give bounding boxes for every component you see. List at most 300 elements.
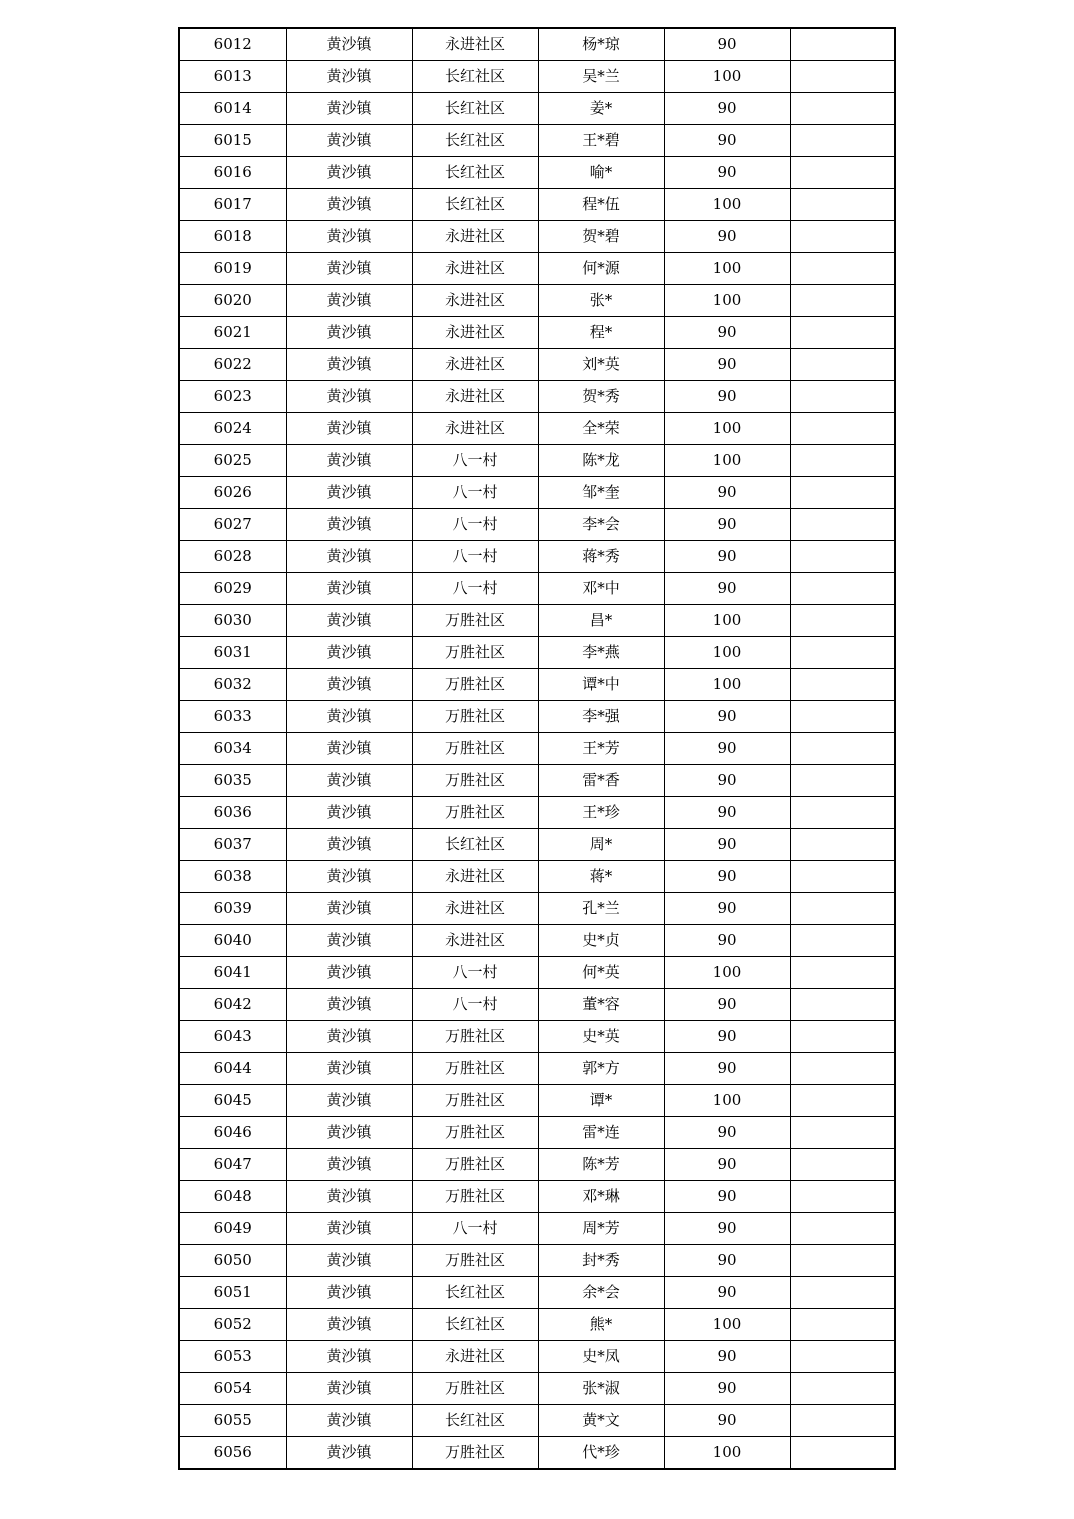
amount-cell: 100 [664, 445, 790, 477]
community-cell: 万胜社区 [412, 1373, 538, 1405]
community-cell: 永进社区 [412, 349, 538, 381]
amount-cell: 90 [664, 509, 790, 541]
town-cell: 黄沙镇 [286, 637, 412, 669]
amount-cell: 90 [664, 317, 790, 349]
community-cell: 永进社区 [412, 285, 538, 317]
amount-cell: 90 [664, 28, 790, 61]
community-cell: 万胜社区 [412, 765, 538, 797]
remark-cell [790, 477, 895, 509]
table-row [179, 157, 895, 189]
serial-number-cell: 6028 [179, 541, 286, 573]
remark-cell [790, 541, 895, 573]
town-cell: 黄沙镇 [286, 1373, 412, 1405]
remark-cell [790, 829, 895, 861]
name-cell: 蒋* [538, 861, 664, 893]
serial-number-cell: 6053 [179, 1341, 286, 1373]
serial-number-cell: 6035 [179, 765, 286, 797]
name-cell: 王*芳 [538, 733, 664, 765]
table-row [179, 1149, 895, 1181]
name-cell: 全*荣 [538, 413, 664, 445]
community-cell: 永进社区 [412, 893, 538, 925]
town-cell: 黄沙镇 [286, 28, 412, 61]
amount-cell: 90 [664, 541, 790, 573]
serial-number-cell: 6048 [179, 1181, 286, 1213]
remark-cell [790, 701, 895, 733]
serial-number-cell: 6019 [179, 253, 286, 285]
serial-number-cell: 6036 [179, 797, 286, 829]
name-cell: 邹*奎 [538, 477, 664, 509]
remark-cell [790, 1309, 895, 1341]
table-row [179, 381, 895, 413]
serial-number-cell: 6018 [179, 221, 286, 253]
remark-cell [790, 413, 895, 445]
town-cell: 黄沙镇 [286, 381, 412, 413]
community-cell: 八一村 [412, 573, 538, 605]
table-row [179, 701, 895, 733]
town-cell: 黄沙镇 [286, 669, 412, 701]
table-row [179, 28, 895, 61]
town-cell: 黄沙镇 [286, 1085, 412, 1117]
community-cell: 永进社区 [412, 253, 538, 285]
remark-cell [790, 925, 895, 957]
name-cell: 李*燕 [538, 637, 664, 669]
remark-cell [790, 797, 895, 829]
community-cell: 万胜社区 [412, 1117, 538, 1149]
town-cell: 黄沙镇 [286, 605, 412, 637]
name-cell: 何*源 [538, 253, 664, 285]
remark-cell [790, 381, 895, 413]
table-row [179, 125, 895, 157]
table-row [179, 829, 895, 861]
serial-number-cell: 6050 [179, 1245, 286, 1277]
serial-number-cell: 6040 [179, 925, 286, 957]
amount-cell: 90 [664, 829, 790, 861]
amount-cell: 90 [664, 861, 790, 893]
town-cell: 黄沙镇 [286, 477, 412, 509]
community-cell: 八一村 [412, 477, 538, 509]
remark-cell [790, 317, 895, 349]
name-cell: 黄*文 [538, 1405, 664, 1437]
table-row [179, 189, 895, 221]
table-row [179, 253, 895, 285]
amount-cell: 90 [664, 93, 790, 125]
town-cell: 黄沙镇 [286, 1245, 412, 1277]
remark-cell [790, 253, 895, 285]
town-cell: 黄沙镇 [286, 509, 412, 541]
serial-number-cell: 6029 [179, 573, 286, 605]
community-cell: 八一村 [412, 989, 538, 1021]
name-cell: 王*珍 [538, 797, 664, 829]
community-cell: 永进社区 [412, 413, 538, 445]
town-cell: 黄沙镇 [286, 1277, 412, 1309]
table-row [179, 413, 895, 445]
table-row [179, 221, 895, 253]
name-cell: 熊* [538, 1309, 664, 1341]
community-cell: 永进社区 [412, 381, 538, 413]
serial-number-cell: 6021 [179, 317, 286, 349]
town-cell: 黄沙镇 [286, 61, 412, 93]
name-cell: 雷*连 [538, 1117, 664, 1149]
serial-number-cell: 6051 [179, 1277, 286, 1309]
community-cell: 长红社区 [412, 1309, 538, 1341]
remark-cell [790, 1405, 895, 1437]
name-cell: 蒋*秀 [538, 541, 664, 573]
town-cell: 黄沙镇 [286, 797, 412, 829]
town-cell: 黄沙镇 [286, 157, 412, 189]
remark-cell [790, 765, 895, 797]
name-cell: 刘*英 [538, 349, 664, 381]
community-cell: 八一村 [412, 541, 538, 573]
town-cell: 黄沙镇 [286, 1149, 412, 1181]
amount-cell: 90 [664, 925, 790, 957]
amount-cell: 100 [664, 253, 790, 285]
name-cell: 谭*中 [538, 669, 664, 701]
table-row [179, 1213, 895, 1245]
community-cell: 永进社区 [412, 1341, 538, 1373]
name-cell: 杨*琼 [538, 28, 664, 61]
town-cell: 黄沙镇 [286, 1053, 412, 1085]
town-cell: 黄沙镇 [286, 1405, 412, 1437]
serial-number-cell: 6020 [179, 285, 286, 317]
remark-cell [790, 637, 895, 669]
amount-cell: 100 [664, 637, 790, 669]
table-row [179, 1277, 895, 1309]
amount-cell: 90 [664, 477, 790, 509]
community-cell: 万胜社区 [412, 701, 538, 733]
table-row [179, 1117, 895, 1149]
table-row [179, 605, 895, 637]
amount-cell: 90 [664, 1021, 790, 1053]
community-cell: 万胜社区 [412, 1085, 538, 1117]
serial-number-cell: 6049 [179, 1213, 286, 1245]
name-cell: 邓*中 [538, 573, 664, 605]
table-row [179, 349, 895, 381]
serial-number-cell: 6045 [179, 1085, 286, 1117]
name-cell: 李*强 [538, 701, 664, 733]
community-cell: 万胜社区 [412, 733, 538, 765]
town-cell: 黄沙镇 [286, 285, 412, 317]
community-cell: 万胜社区 [412, 1053, 538, 1085]
serial-number-cell: 6024 [179, 413, 286, 445]
serial-number-cell: 6032 [179, 669, 286, 701]
community-cell: 长红社区 [412, 61, 538, 93]
community-cell: 万胜社区 [412, 637, 538, 669]
town-cell: 黄沙镇 [286, 125, 412, 157]
table-row [179, 1085, 895, 1117]
amount-cell: 100 [664, 1437, 790, 1470]
town-cell: 黄沙镇 [286, 189, 412, 221]
town-cell: 黄沙镇 [286, 1117, 412, 1149]
serial-number-cell: 6043 [179, 1021, 286, 1053]
town-cell: 黄沙镇 [286, 1309, 412, 1341]
serial-number-cell: 6015 [179, 125, 286, 157]
town-cell: 黄沙镇 [286, 445, 412, 477]
community-cell: 长红社区 [412, 1277, 538, 1309]
amount-cell: 90 [664, 573, 790, 605]
community-cell: 永进社区 [412, 317, 538, 349]
table-row [179, 925, 895, 957]
amount-cell: 100 [664, 957, 790, 989]
name-cell: 史*英 [538, 1021, 664, 1053]
remark-cell [790, 189, 895, 221]
remark-cell [790, 1085, 895, 1117]
name-cell: 吴*兰 [538, 61, 664, 93]
amount-cell: 100 [664, 605, 790, 637]
remark-cell [790, 1245, 895, 1277]
remark-cell [790, 1181, 895, 1213]
table-row [179, 445, 895, 477]
table-row [179, 765, 895, 797]
table-row [179, 1373, 895, 1405]
remark-cell [790, 445, 895, 477]
town-cell: 黄沙镇 [286, 957, 412, 989]
table-row [179, 1341, 895, 1373]
amount-cell: 100 [664, 669, 790, 701]
name-cell: 余*会 [538, 1277, 664, 1309]
name-cell: 王*碧 [538, 125, 664, 157]
name-cell: 张*淑 [538, 1373, 664, 1405]
town-cell: 黄沙镇 [286, 317, 412, 349]
name-cell: 周* [538, 829, 664, 861]
town-cell: 黄沙镇 [286, 1341, 412, 1373]
serial-number-cell: 6012 [179, 28, 286, 61]
table-row [179, 893, 895, 925]
community-cell: 长红社区 [412, 1405, 538, 1437]
table-row [179, 1405, 895, 1437]
name-cell: 史*贞 [538, 925, 664, 957]
name-cell: 陈*芳 [538, 1149, 664, 1181]
town-cell: 黄沙镇 [286, 925, 412, 957]
community-cell: 八一村 [412, 957, 538, 989]
remark-cell [790, 93, 895, 125]
serial-number-cell: 6017 [179, 189, 286, 221]
remark-cell [790, 1117, 895, 1149]
serial-number-cell: 6052 [179, 1309, 286, 1341]
remark-cell [790, 957, 895, 989]
name-cell: 陈*龙 [538, 445, 664, 477]
amount-cell: 90 [664, 765, 790, 797]
remark-cell [790, 861, 895, 893]
community-cell: 长红社区 [412, 157, 538, 189]
community-cell: 万胜社区 [412, 797, 538, 829]
name-cell: 周*芳 [538, 1213, 664, 1245]
serial-number-cell: 6047 [179, 1149, 286, 1181]
community-cell: 八一村 [412, 445, 538, 477]
remark-cell [790, 1149, 895, 1181]
name-cell: 郭*方 [538, 1053, 664, 1085]
town-cell: 黄沙镇 [286, 1181, 412, 1213]
remark-cell [790, 1053, 895, 1085]
table-row [179, 861, 895, 893]
table-row [179, 1181, 895, 1213]
community-cell: 长红社区 [412, 93, 538, 125]
serial-number-cell: 6025 [179, 445, 286, 477]
community-cell: 八一村 [412, 509, 538, 541]
table-row [179, 573, 895, 605]
serial-number-cell: 6031 [179, 637, 286, 669]
remark-cell [790, 28, 895, 61]
table-row [179, 1437, 895, 1470]
amount-cell: 100 [664, 413, 790, 445]
roster-table [178, 27, 896, 1470]
remark-cell [790, 509, 895, 541]
community-cell: 永进社区 [412, 925, 538, 957]
serial-number-cell: 6034 [179, 733, 286, 765]
serial-number-cell: 6054 [179, 1373, 286, 1405]
name-cell: 李*会 [538, 509, 664, 541]
table-row [179, 541, 895, 573]
remark-cell [790, 573, 895, 605]
table-row [179, 509, 895, 541]
amount-cell: 90 [664, 1245, 790, 1277]
name-cell: 程*伍 [538, 189, 664, 221]
community-cell: 万胜社区 [412, 1149, 538, 1181]
amount-cell: 90 [664, 797, 790, 829]
remark-cell [790, 61, 895, 93]
serial-number-cell: 6039 [179, 893, 286, 925]
remark-cell [790, 733, 895, 765]
remark-cell [790, 989, 895, 1021]
roster-table-body [179, 28, 895, 1469]
remark-cell [790, 893, 895, 925]
serial-number-cell: 6046 [179, 1117, 286, 1149]
remark-cell [790, 285, 895, 317]
town-cell: 黄沙镇 [286, 765, 412, 797]
name-cell: 封*秀 [538, 1245, 664, 1277]
table-row [179, 733, 895, 765]
amount-cell: 90 [664, 1181, 790, 1213]
serial-number-cell: 6013 [179, 61, 286, 93]
town-cell: 黄沙镇 [286, 1213, 412, 1245]
town-cell: 黄沙镇 [286, 1437, 412, 1470]
name-cell: 喻* [538, 157, 664, 189]
name-cell: 代*珍 [538, 1437, 664, 1470]
table-row [179, 669, 895, 701]
town-cell: 黄沙镇 [286, 541, 412, 573]
name-cell: 程* [538, 317, 664, 349]
table-row [179, 989, 895, 1021]
table-row [179, 477, 895, 509]
serial-number-cell: 6042 [179, 989, 286, 1021]
serial-number-cell: 6022 [179, 349, 286, 381]
name-cell: 雷*香 [538, 765, 664, 797]
amount-cell: 90 [664, 1149, 790, 1181]
town-cell: 黄沙镇 [286, 1021, 412, 1053]
serial-number-cell: 6044 [179, 1053, 286, 1085]
name-cell: 贺*碧 [538, 221, 664, 253]
community-cell: 长红社区 [412, 125, 538, 157]
amount-cell: 90 [664, 1405, 790, 1437]
remark-cell [790, 125, 895, 157]
community-cell: 万胜社区 [412, 1245, 538, 1277]
amount-cell: 90 [664, 893, 790, 925]
name-cell: 姜* [538, 93, 664, 125]
amount-cell: 100 [664, 189, 790, 221]
community-cell: 万胜社区 [412, 1437, 538, 1470]
community-cell: 永进社区 [412, 221, 538, 253]
serial-number-cell: 6037 [179, 829, 286, 861]
remark-cell [790, 1213, 895, 1245]
amount-cell: 100 [664, 61, 790, 93]
table-row [179, 1245, 895, 1277]
name-cell: 谭* [538, 1085, 664, 1117]
amount-cell: 90 [664, 701, 790, 733]
serial-number-cell: 6026 [179, 477, 286, 509]
community-cell: 长红社区 [412, 829, 538, 861]
serial-number-cell: 6056 [179, 1437, 286, 1470]
town-cell: 黄沙镇 [286, 701, 412, 733]
name-cell: 贺*秀 [538, 381, 664, 413]
name-cell: 昌* [538, 605, 664, 637]
table-row [179, 93, 895, 125]
serial-number-cell: 6033 [179, 701, 286, 733]
town-cell: 黄沙镇 [286, 253, 412, 285]
serial-number-cell: 6014 [179, 93, 286, 125]
amount-cell: 90 [664, 1341, 790, 1373]
serial-number-cell: 6027 [179, 509, 286, 541]
name-cell: 张* [538, 285, 664, 317]
table-row [179, 1053, 895, 1085]
town-cell: 黄沙镇 [286, 573, 412, 605]
table-row [179, 317, 895, 349]
table-row [179, 957, 895, 989]
amount-cell: 90 [664, 381, 790, 413]
amount-cell: 90 [664, 1053, 790, 1085]
serial-number-cell: 6038 [179, 861, 286, 893]
community-cell: 八一村 [412, 1213, 538, 1245]
community-cell: 长红社区 [412, 189, 538, 221]
name-cell: 董*容 [538, 989, 664, 1021]
remark-cell [790, 605, 895, 637]
community-cell: 永进社区 [412, 861, 538, 893]
town-cell: 黄沙镇 [286, 221, 412, 253]
table-row [179, 1021, 895, 1053]
community-cell: 万胜社区 [412, 669, 538, 701]
amount-cell: 90 [664, 989, 790, 1021]
remark-cell [790, 349, 895, 381]
amount-cell: 90 [664, 1373, 790, 1405]
remark-cell [790, 1277, 895, 1309]
community-cell: 万胜社区 [412, 1181, 538, 1213]
amount-cell: 90 [664, 221, 790, 253]
amount-cell: 90 [664, 733, 790, 765]
serial-number-cell: 6023 [179, 381, 286, 413]
name-cell: 史*凤 [538, 1341, 664, 1373]
remark-cell [790, 1437, 895, 1470]
table-row [179, 797, 895, 829]
community-cell: 万胜社区 [412, 605, 538, 637]
remark-cell [790, 1341, 895, 1373]
remark-cell [790, 221, 895, 253]
serial-number-cell: 6016 [179, 157, 286, 189]
name-cell: 邓*琳 [538, 1181, 664, 1213]
remark-cell [790, 1373, 895, 1405]
amount-cell: 100 [664, 1085, 790, 1117]
community-cell: 永进社区 [412, 28, 538, 61]
serial-number-cell: 6041 [179, 957, 286, 989]
town-cell: 黄沙镇 [286, 893, 412, 925]
town-cell: 黄沙镇 [286, 829, 412, 861]
town-cell: 黄沙镇 [286, 93, 412, 125]
remark-cell [790, 669, 895, 701]
town-cell: 黄沙镇 [286, 413, 412, 445]
amount-cell: 90 [664, 349, 790, 381]
name-cell: 何*英 [538, 957, 664, 989]
remark-cell [790, 157, 895, 189]
amount-cell: 90 [664, 1277, 790, 1309]
amount-cell: 90 [664, 1213, 790, 1245]
serial-number-cell: 6030 [179, 605, 286, 637]
